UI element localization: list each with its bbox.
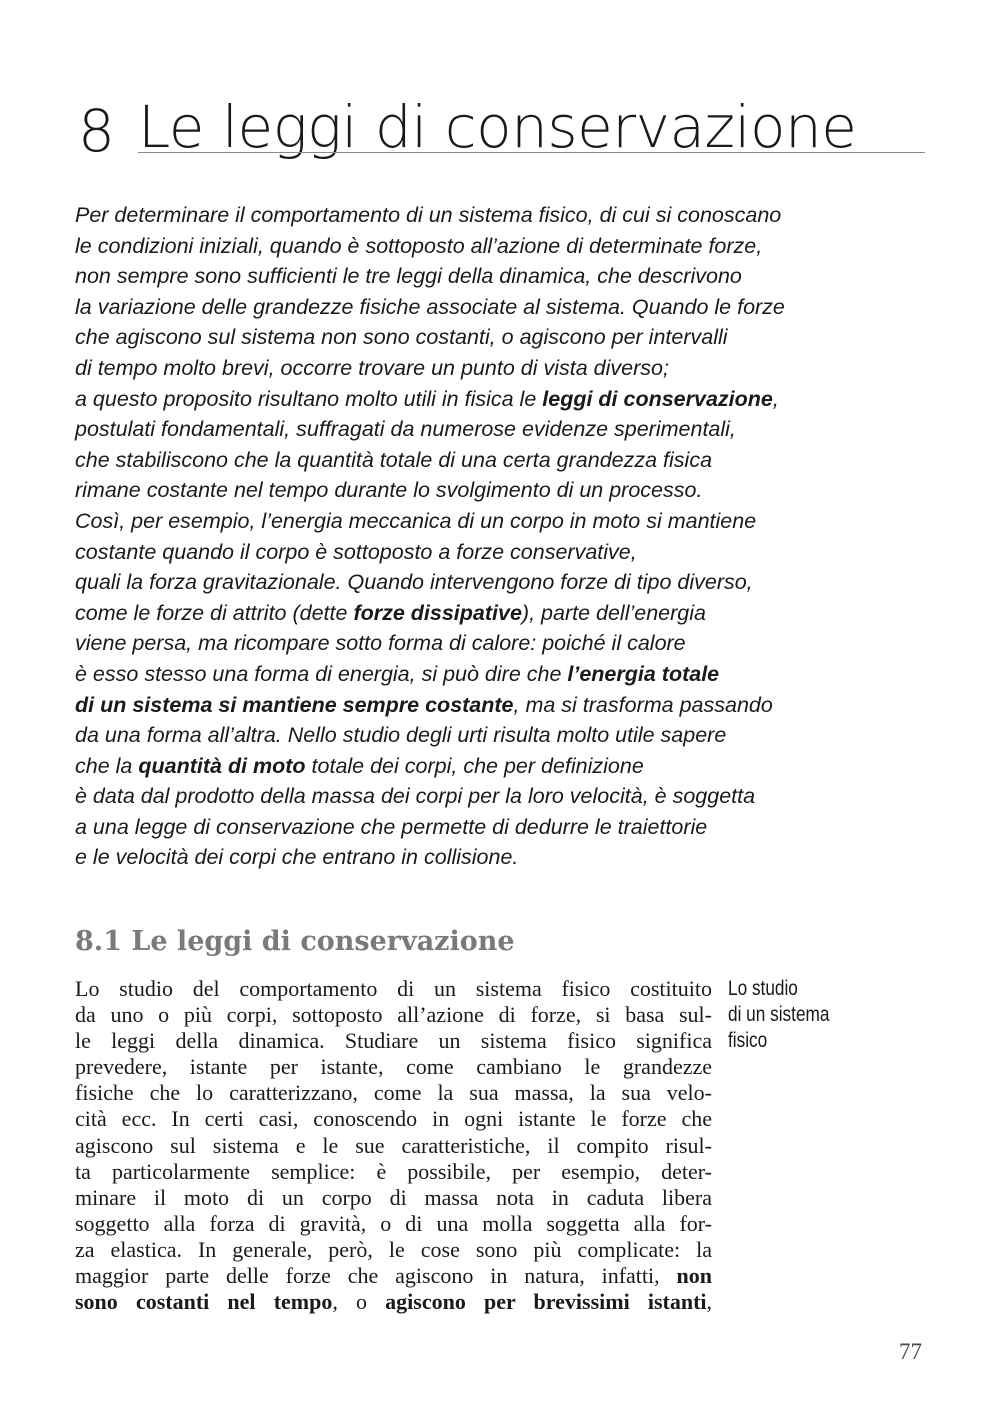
- body-line: [75, 1133, 712, 1159]
- text-run: le leggi della dinamica. Studiare un sistema fisico significa: [75, 1028, 712, 1054]
- page-number: 77: [899, 1339, 922, 1364]
- text-run: rimane costante nel tempo durante lo svolgimento di un processo.: [75, 478, 703, 503]
- text-run: come le forze di attrito (dette: [75, 600, 354, 625]
- text-run: totale dei corpi, che per definizione: [305, 753, 644, 778]
- bold-term: quantità di moto: [138, 753, 306, 778]
- text-run: da uno o più corpi, sottoposto all’azione di forze, si basa sul-: [75, 1002, 712, 1028]
- bold-term: sono costanti nel tempo: [75, 1289, 333, 1315]
- intro-line: [75, 261, 895, 292]
- intro-line: [75, 690, 895, 721]
- intro-line: [75, 475, 895, 506]
- bold-term: forze dissipative: [353, 600, 522, 625]
- body-line: [75, 1263, 712, 1289]
- text-run: le condizioni iniziali, quando è sottoposto all’azione di determinate forze,: [75, 233, 763, 258]
- intro-line: [75, 322, 895, 353]
- body-line: [75, 1159, 712, 1185]
- text-run: Per determinare il comportamento di un sistema fisico, di cui si conoscano: [75, 203, 782, 227]
- chapter-introduction: [75, 200, 895, 873]
- margin-note-line: fisico: [728, 1029, 768, 1052]
- text-run: postulati fondamentali, suffragati da numerose evidenze sperimentali,: [75, 417, 736, 442]
- intro-line: [75, 445, 895, 476]
- text-run: da una forma all’altra. Nello studio degli urti risulta molto utile sapere: [75, 723, 727, 748]
- body-line: [75, 1080, 712, 1106]
- text-run: di tempo molto brevi, occorre trovare un punto di vista diverso;: [75, 355, 669, 380]
- text-run: è esso stesso una forma di energia, si può dire che: [75, 661, 568, 686]
- intro-line: [75, 781, 895, 812]
- body-line: [75, 1106, 712, 1132]
- bold-term: di un sistema si mantiene sempre costante: [75, 692, 514, 717]
- section-body: [75, 976, 712, 1315]
- intro-line: [75, 231, 895, 262]
- margin-note-line: di un sistema: [728, 1003, 830, 1026]
- bold-term: agiscono per brevissimi istanti: [385, 1289, 707, 1315]
- body-line: [75, 1185, 712, 1211]
- text-run: cità ecc. In certi casi, conoscendo in ogni istante le forze che: [75, 1106, 712, 1132]
- text-run: quali la forza gravitazionale. Quando intervengono forze di tipo diverso,: [75, 570, 753, 595]
- bold-term: leggi di conservazione: [542, 386, 773, 411]
- text-run: ), parte dell’energia: [521, 600, 706, 625]
- intro-line: [75, 720, 895, 751]
- intro-line: [75, 751, 895, 782]
- body-line: [75, 1002, 712, 1028]
- text-run: maggior parte delle forze che agiscono in natura, infatti,: [75, 1263, 677, 1289]
- text-run: ,: [772, 386, 779, 411]
- body-line: [75, 1028, 712, 1054]
- text-run: non sempre sono sufficienti le tre leggi della dinamica, che descrivono: [75, 264, 742, 289]
- text-run: che agiscono sul sistema non sono costanti, o agiscono per intervalli: [75, 325, 728, 350]
- text-run: che la: [75, 753, 139, 778]
- intro-line: [75, 598, 895, 629]
- body-line: [75, 976, 712, 1002]
- body-line: [75, 1054, 712, 1080]
- margin-note-line: Lo studio: [728, 977, 798, 1000]
- intro-line: [75, 292, 895, 323]
- text-run: e le velocità dei corpi che entrano in collisione.: [75, 845, 519, 870]
- text-run: è data dal prodotto della massa dei corpi per la loro velocità, è soggetta: [75, 784, 756, 809]
- intro-line: [75, 567, 895, 598]
- chapter-number: 8: [78, 97, 115, 165]
- text-run: , ma si trasforma passando: [513, 692, 773, 717]
- text-run: costante quando il corpo è sottoposto a forze conservative,: [75, 539, 637, 564]
- text-run: che stabiliscono che la quantità totale di una certa grandezza fisica: [75, 447, 713, 472]
- text-run: viene persa, ma ricompare sotto forma di calore: poiché il calore: [75, 631, 686, 656]
- title-rule: [138, 152, 925, 153]
- text-run: agiscono sul sistema e le sue caratteristiche, il compito risul-: [75, 1132, 712, 1158]
- intro-line: [75, 537, 895, 568]
- text-run: za elastica. In generale, però, le cose sono più complicate: la: [75, 1236, 712, 1262]
- intro-line: [75, 414, 895, 445]
- intro-line: [75, 628, 895, 659]
- margin-note: [728, 976, 888, 1054]
- intro-line: [75, 659, 895, 690]
- intro-line: [75, 842, 895, 873]
- chapter-title: Le leggi di conservazione: [138, 93, 857, 161]
- intro-line: [75, 812, 895, 843]
- intro-line: [75, 384, 895, 415]
- body-line: [75, 1289, 712, 1315]
- text-run: ,: [706, 1289, 713, 1315]
- text-run: a una legge di conservazione che permette di dedurre le traiettorie: [75, 814, 708, 839]
- text-run: Così, per esempio, l’energia meccanica di un corpo in moto si mantiene: [75, 508, 757, 533]
- intro-line: [75, 506, 895, 537]
- bold-term: l’energia totale: [567, 661, 720, 686]
- text-run: a questo proposito risultano molto utili in fisica le: [75, 386, 543, 411]
- body-line: [75, 1237, 712, 1263]
- text-run: fisiche che lo caratterizzano, come la sua massa, la sua velo-: [75, 1080, 712, 1106]
- text-run: ta particolarmente semplice: è possibile, per esempio, deter-: [75, 1158, 712, 1184]
- intro-line: [75, 353, 895, 384]
- text-run: Lo studio del comportamento di un sistema fisico costituito: [75, 976, 712, 1001]
- text-run: minare il moto di un corpo di massa nota in caduta libera: [75, 1184, 712, 1210]
- body-line: [75, 1211, 712, 1237]
- text-run: la variazione delle grandezze fisiche associate al sistema. Quando le forze: [75, 294, 785, 319]
- text-run: , o: [332, 1289, 386, 1315]
- intro-line: [75, 200, 895, 231]
- bold-term: non: [676, 1263, 712, 1289]
- text-run: soggetto alla forza di gravità, o di una molla soggetta alla for-: [75, 1210, 712, 1236]
- text-run: prevedere, istante per istante, come cambiano le grandezze: [75, 1054, 712, 1080]
- section-heading: 8.1 Le leggi di conservazione: [75, 926, 515, 957]
